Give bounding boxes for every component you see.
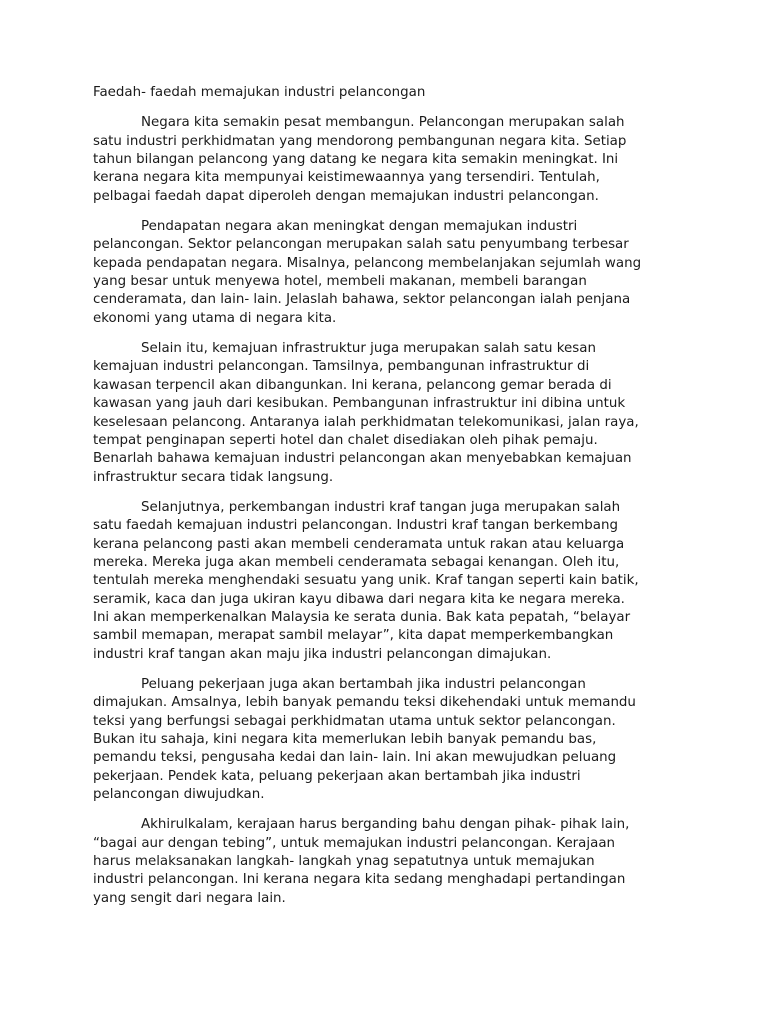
paragraph-introduction: Negara kita semakin pesat membangun. Pelancongan merupakan salah satu industri perkhidmatan yang mendorong pembangunan negara kita. Setiap tahun bilangan pelancong yang datang ke negara kita semakin meningkat. Ini kerana negara kita mempunyai keistimewaannya yang tersendiri. Tentulah, pelbagai faedah dapat diperoleh dengan memajukan industri pelancongan. (93, 115, 627, 204)
paragraph-infrastructure: Selain itu, kemajuan infrastruktur juga merupakan salah satu kesan kemajuan industri pelancongan. Tamsilnya, pembangunan infrastruktur di kawasan terpencil akan dibangunkan. Ini kerana, pelancong gemar berada di kawasan yang jauh dari kesibukan. Pembangunan infrastruktur ini dibina untuk keselesaan pelancong. Antaranya ialah perkhidmatan telekomunikasi, jalan raya, tempat penginapan seperti hotel dan chalet disediakan oleh pihak pemaju. Benarlah bahawa kemajuan industri pelancongan akan menyebabkan kemajuan infrastruktur secara tidak langsung. (93, 341, 639, 485)
paragraph-job-opportunities: Peluang pekerjaan juga akan bertambah jika industri pelancongan dimajukan. Amsalnya, lebih banyak pemandu teksi dikehendaki untuk memandu teksi yang berfungsi sebagai perkhidmatan utama untuk sektor pelancongan. Bukan itu sahaja, kini negara kita memerlukan lebih banyak pemandu bas, pemandu teksi, pengusaha kedai dan lain- lain. Ini akan mewujudkan peluang pekerjaan. Pendek kata, peluang pekerjaan akan bertambah jika industri pelancongan diwujudkan. (93, 676, 636, 803)
document-title: Faedah- faedah memajukan industri pelancongan (93, 85, 426, 100)
document-body (93, 84, 683, 920)
paragraph-national-income: Pendapatan negara akan meningkat dengan memajukan industri pelancongan. Sektor pelancongan merupakan salah satu penyumbang terbesar kepada pendapatan negara. Misalnya, pelancong membelanjakan sejumlah wang yang besar untuk menyewa hotel, membeli makanan, membeli barangan cenderamata, dan lain- lain. Jelaslah bahawa, sektor pelancongan ialah penjana ekonomi yang utama di negara kita. (93, 219, 642, 326)
paragraph-conclusion: Akhirulkalam, kerajaan harus berganding bahu dengan pihak- pihak lain, “bagai aur dengan tebing”, untuk memajukan industri pelancongan. Kerajaan harus melaksanakan langkah- langkah ynag sepatutnya untuk memajukan industri pelancongan. Ini kerana negara kita sedang menghadapi pertandingan yang sengit dari negara lain. (93, 817, 630, 906)
paragraph-handicraft: Selanjutnya, perkembangan industri kraf tangan juga merupakan salah satu faedah kemajuan industri pelancongan. Industri kraf tangan berkembang kerana pelancong pasti akan membeli cenderamata untuk rakan atau keluarga mereka. Mereka juga akan membeli cenderamata sebagai kenangan. Oleh itu, tentulah mereka menghendaki sesuatu yang unik. Kraf tangan seperti kain batik, seramik, kaca dan juga ukiran kayu dibawa dari negara kita ke negara mereka. Ini akan memperkenalkan Malaysia ke serata dunia. Bak kata pepatah, “belayar sambil memapan, merapat sambil melayar”, kita dapat memperkembangkan industri kraf tangan akan maju jika industri pelancongan dimajukan. (93, 499, 639, 662)
